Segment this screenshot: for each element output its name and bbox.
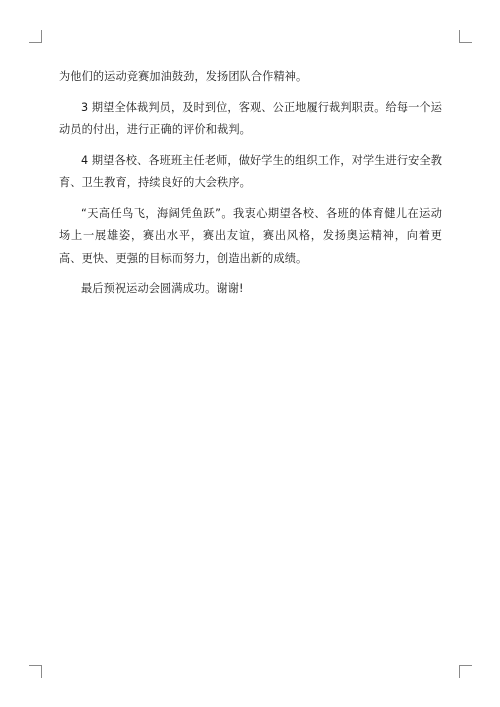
paragraph-referees: 3 期望全体裁判员，及时到位，客观、公正地履行裁判职责。给每一个运动员的付出，进行正确的评价和裁判。 bbox=[59, 100, 442, 136]
crop-mark-top-right bbox=[459, 30, 472, 43]
paragraph-continuation: 为他们的运动竞赛加油鼓劲，发扬团队合作精神。 bbox=[59, 70, 308, 83]
paragraph-athletes: “天高任鸟飞，海阔凭鱼跃”。我衷心期望各校、各班的体育健儿在运动场上一展雄姿，赛出水平，赛出友谊，赛出风格，发扬奥运精神，向着更高、更快、更强的目标而努力，创造出新的成绩。 bbox=[59, 206, 442, 265]
paragraph-class-teachers: 4 期望各校、各班班主任老师，做好学生的组织工作，对学生进行安全教育、卫生教育，持续良好的大会秩序。 bbox=[59, 153, 442, 189]
crop-mark-bottom-left bbox=[29, 665, 42, 678]
crop-mark-top-left bbox=[29, 30, 42, 43]
document-body bbox=[59, 66, 442, 309]
paragraph-closing: 最后预祝运动会圆满成功。谢谢! bbox=[81, 282, 244, 295]
crop-mark-bottom-right bbox=[459, 665, 472, 678]
